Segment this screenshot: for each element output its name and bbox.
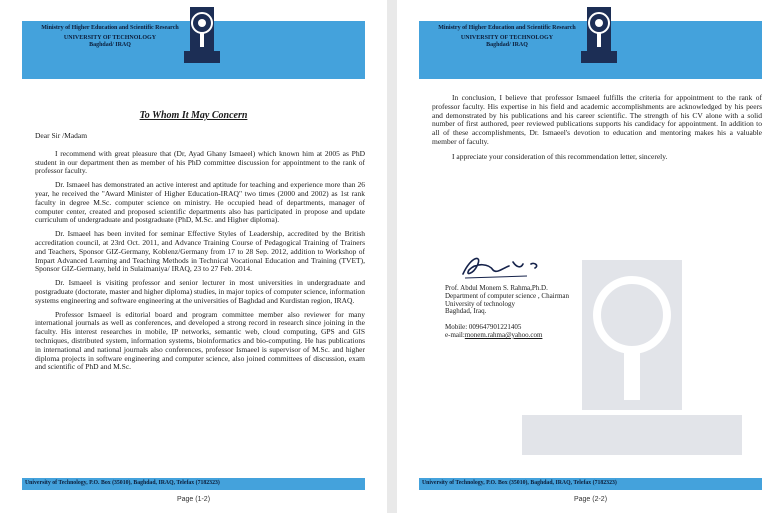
letterhead-text: [427, 25, 587, 49]
letterhead: [22, 5, 365, 75]
salutation: Dear Sir /Madam: [35, 131, 88, 140]
footer-band: [419, 478, 762, 490]
signer-email-label: e-mail:: [445, 330, 465, 339]
page-number: Page (2-2): [573, 496, 608, 503]
letter-page-2: [397, 0, 784, 513]
paragraph-conclusion: In conclusion, I believe that professor Ismaeel fulfills the criteria for appointment to the rank of professor faculty. His expertise in his field and academic accomplishments are acknowledged by his peers and demonstrated by his publications and his career scientific. The strength of his CV alone with a solid number of first authored, peer reviewed publications supports his candidacy for appointment. In addition to all of these accomplishments, Dr. Ismaeel's devotion to education and mentoring makes his a valuable member of faculty.: [432, 93, 762, 146]
page-number: Page (1-2): [176, 496, 211, 503]
university-city: Baghdad/ IRAQ: [486, 42, 528, 48]
signature-block: [445, 285, 569, 340]
signature-icon: [457, 252, 557, 282]
letter-body-page-2: [432, 94, 762, 167]
footer-band: [22, 478, 365, 490]
signer-department: Department of computer science , Chairman: [445, 291, 570, 300]
letter-body-page-1: [35, 132, 365, 377]
letter-page-1: [0, 0, 387, 513]
paragraph-3: Dr. Ismaeel has been invited for seminar Effective Styles of Leadership, accredited by the British accreditation council, at 23rd Oct. 2011, and Advance Training Course of Pedagogical Training of Trainers and Teachers, Sponsor GIZ-Germany, Koblenz/Germany from 17 to 28 Sep. 2012, addition to Workshop of Impart Advanced Learning and Teaching Methods in Technical Vocational Education and Training (TVET), Sponsor GIZ-Germany, held in Sulaimaniya/ IRAQ, 23 to 27 Feb. 2014.: [35, 229, 365, 274]
university-name: UNIVERSITY OF TECHNOLOGY: [63, 35, 157, 41]
letterhead: [419, 5, 762, 75]
paragraph-4: Dr. Ismaeel is visiting professor and senior lecturer in most universities in undergraduate and postgraduate (doctorate, master and higher diploma) studies, in major topics of computer science, information systems engineering and software engineering at the universities of Baghdad and Kurdistan region, IRAQ.: [35, 278, 365, 305]
university-logo-icon: [579, 5, 619, 67]
footer-address: University of Technology, P.O. Box (35010), Baghdad, IRAQ, Telefax (7182323): [422, 480, 617, 486]
paragraph-1: I recommend with great pleasure that (Dr, Ayad Ghany Ismaeel) which known him at 2005 as PhD student in our department then as member of his PhD committee discussion for appointment to the rank of professor faculty.: [35, 148, 365, 176]
university-name: UNIVERSITY OF TECHNOLOGY: [460, 35, 554, 41]
signer-email[interactable]: monem.rahma@yahoo.com: [464, 330, 543, 339]
letter-title: To Whom It May Concern: [139, 110, 248, 121]
signer-city: Baghdad, Iraq.: [445, 307, 487, 316]
signer-university: University of technology: [445, 299, 515, 308]
signer-email-row: [445, 332, 569, 340]
signer-mobile: Mobile: 009647901221405: [445, 323, 522, 332]
paragraph-5: Professor Ismaeel is editorial board and program committee member also reviewer for many international journals as well as conferences, and developed a strong record in research since joining in the faculty. His interest researches in mobile, IP networks, semantic web, cloud computing, GPS and GIS techniques, distributed system, information systems, bioinformatics and bio-computing. He has publications in international and national journals also conferences, professor Ismaeel is supervisor of M.Sc. and higher diploma projects in software engineering and computer science, also joined committees of discussion, exam and scientific of PhD and M.Sc.: [35, 309, 365, 372]
footer-address: University of Technology, P.O. Box (35010), Baghdad, IRAQ, Telefax (7182323): [25, 480, 220, 486]
letterhead-text: [30, 25, 190, 49]
paragraph-closing: I appreciate your consideration of this recommendation letter, sincerely.: [452, 151, 668, 161]
signer-name: Prof. Abdul Monem S. Rahma,Ph.D.: [445, 284, 548, 292]
ministry-name: Ministry of Higher Education and Scientific Research: [438, 25, 576, 31]
university-city: Baghdad/ IRAQ: [89, 42, 131, 48]
paragraph-2: Dr. Ismaeel has demonstrated an active interest and aptitude for teaching and experience more than 26 year, he received the "Award Minister of Higher Education-IRAQ" two times (2000 and 2002) as 1st rank faculty in degree M.Sc. computer science on ministry. He occupied head of departments, manager of computer center, created and proposed scientific departments also has participated in propose and update curriculum of undergraduate and postgraduate (PhD, M.Sc. and Higher diploma).: [35, 180, 365, 225]
university-logo-icon: [182, 5, 222, 67]
ministry-name: Ministry of Higher Education and Scientific Research: [41, 25, 179, 31]
